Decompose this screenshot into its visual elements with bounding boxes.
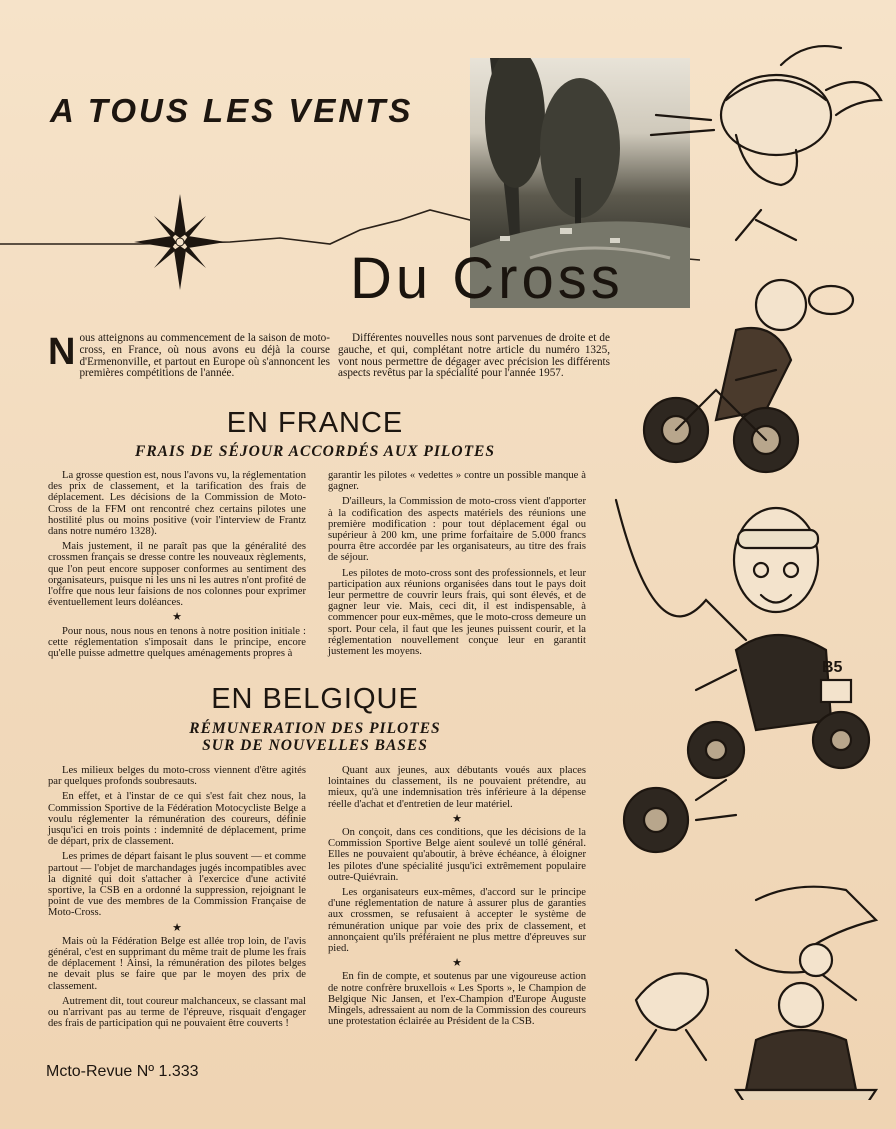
separator-star-icon: ★ — [172, 611, 182, 624]
paragraph: Pour nous, nous nous en tenons à notre position initiale : cette réglementation s'imposait dans le principe, encore qu'elle puisse admettre quelques aménagements propres à — [48, 625, 306, 660]
paragraph: Les pilotes de moto-cross sont des professionnels, et leur participation aux réunions organisées dans tout le pays doit leur permettre de couvrir leurs frais, qui sont élevés, et de gagner leur vie. Mais, ceci dit, il est indispensable, à commencer pour eux-mêmes, que le moto-cross demeure un sport. Pour cela, il faut que les jeunes puissent courir, et la réglementation nouvellement conçue leur en garantit justement les moyens. — [328, 567, 586, 658]
section-subheading-belgique — [120, 720, 510, 754]
france-right-column — [328, 470, 586, 661]
paragraph: On conçoit, dans ces conditions, que les décisions de la Commission Sportive Belge aient soulevé un tollé général. Elles ne pouvaient qu'aboutir, à brève échéance, à éloigner les pilotes d'une spécialité jusqu'ici extrêmement populaire outre-Quiévrain. — [328, 827, 586, 883]
paragraph: Mais justement, il ne paraît pas que la généralité des crossmen français se dresse contre les nouveaux règlements, que l'on peut encore supposer conformes au sentiment des organisateurs, puisque ni les uns ni les autres n'ont profité de l'offre que nous leur faisions de nos colonnes pour exprimer éventuellement leurs doléances. — [48, 541, 306, 609]
motocross-bike-icon — [688, 635, 869, 778]
intro-right-text: Différentes nouvelles nous sont parvenues de droite et de gauche, et qui, complétant notre article du numéro 1325, vont nous permettre de dégager avec précision les différents aspects revêtus par la spécialité pour l'année 1957. — [338, 332, 610, 380]
crashed-riders-icon — [636, 887, 876, 1060]
flying-wheel-icon — [624, 780, 736, 852]
subheading-line: RÉMUNERATION DES PILOTES — [189, 720, 441, 737]
compass-star-icon — [134, 194, 226, 290]
paragraph: Quant aux jeunes, aux débutants voués aux places lointaines du classement, ils ne pouvaient prétendre, au mieux, qu'à une indemnisation très inférieure à la dépense réelle d'achat et d'entretien de leur matériel. — [328, 765, 586, 810]
bike-number-plate: B5 — [822, 659, 843, 676]
paragraph: D'ailleurs, la Commission de moto-cross vient d'apporter à la codification des aspects matériels des réunions une première modification : pour tout déplacement égal ou supérieur à 200 km, une prime forfaitaire de 5.000 francs pourra être accordée par les organisateurs, au titre des frais de séjour. — [328, 496, 586, 564]
paragraph: Les milieux belges du moto-cross viennent d'être agités par quelques profonds soubresauts. — [48, 765, 306, 788]
paragraph: Mais où la Fédération Belge est allée trop loin, de l'avis général, c'est en supprimant du même trait de plume les frais de déplacement ! Ainsi, la rémunération des pilotes belges ne devait plus se faire que par le moyen des prix de classement. — [48, 935, 306, 992]
paragraph: En effet, et à l'instar de ce qui s'est fait chez nous, la Commission Sportive de la Fédération Motocycliste Belge a voulu réglementer la rémunération des coureurs, définie jusqu'ici en trois points : indemnité de déplacement, prime de départ, prix de classement. — [48, 791, 306, 848]
winged-helmet-icon — [651, 46, 881, 240]
subheading-line: SUR DE NOUVELLES BASES — [202, 737, 428, 754]
goggle-rider-head-icon — [734, 508, 818, 612]
france-left-column — [48, 470, 306, 663]
intro-right — [338, 333, 610, 384]
belgique-left-column — [48, 765, 306, 1033]
section-heading-france: EN FRANCE — [226, 407, 404, 439]
section-heading-belgique: EN BELGIQUE — [211, 683, 419, 715]
page-footer: Mcto-Revue Nº 1.333 — [46, 1063, 199, 1080]
separator-star-icon: ★ — [452, 957, 462, 970]
paragraph: La grosse question est, nous l'avons vu, la réglementation des prix de classement, et la tarification des frais de déplacement. Les décisions de la Commission de Moto-Cross de la FFM ont rencontré chez certains pilotes une hostilité plus ou moins positive (voir l'interview de Frantz dans notre numéro 1328). — [48, 470, 306, 538]
paragraph: Autrement dit, tout coureur malchanceux, se classant mal ou n'arrivant pas au terme de l'épreuve, risquait d'engager des frais de participation qui ne pouvaient être couverts ! — [48, 995, 306, 1030]
cartoon-illustration — [596, 40, 886, 1100]
section-subheading-france: FRAIS DE SÉJOUR ACCORDÉS AUX PILOTES — [134, 443, 496, 460]
intro-left — [48, 333, 330, 380]
separator-star-icon: ★ — [452, 812, 462, 825]
motocross-rider-icon — [644, 280, 853, 472]
paragraph: garantir les pilotes « vedettes » contre un possible manque à gagner. — [328, 470, 586, 493]
paragraph: En fin de compte, et soutenus par une vigoureuse action de notre confrère bruxellois « Les Sports », le Champion de Belgique Nic Jansen, et l'ex-Champion d'Europe Auguste Mingels, adressaient au nom de la Commission des coureurs une protestation éclairée au Président de la CSB. — [328, 971, 586, 1028]
paragraph: Les primes de départ faisant le plus souvent — et comme partout — l'objet de marchandages jugés incompatibles avec la dignité qui doit s'attacher à l'exercice d'une activité sportive, la CSB en a ordonné la suppression, rejoignant le point de vue des membres de la Commission Française de Moto-Cross. — [48, 851, 306, 919]
drop-cap: N — [48, 331, 76, 373]
intro-left-text: ous atteignons au commencement de la saison de moto-cross, en France, où nous avons eu déjà la course d'Ermenonville, et partout en Europe où s'annoncent les premières compétitions de l'année. — [79, 332, 330, 380]
page-title: A TOUS LES VENTS — [50, 92, 414, 129]
separator-star-icon: ★ — [172, 921, 182, 934]
belgique-right-column — [328, 765, 586, 1031]
page-subtitle: Du Cross — [350, 246, 624, 311]
paragraph: Les organisateurs eux-mêmes, d'accord sur le principe d'une réglementation de nature à assurer plus de garanties aux crossmen, se refusaient à accepter le système de rémunération unique par voie des prix de classement, et annonçaient qu'ils préféraient ne plus mettre d'épreuves sur pied. — [328, 887, 586, 955]
